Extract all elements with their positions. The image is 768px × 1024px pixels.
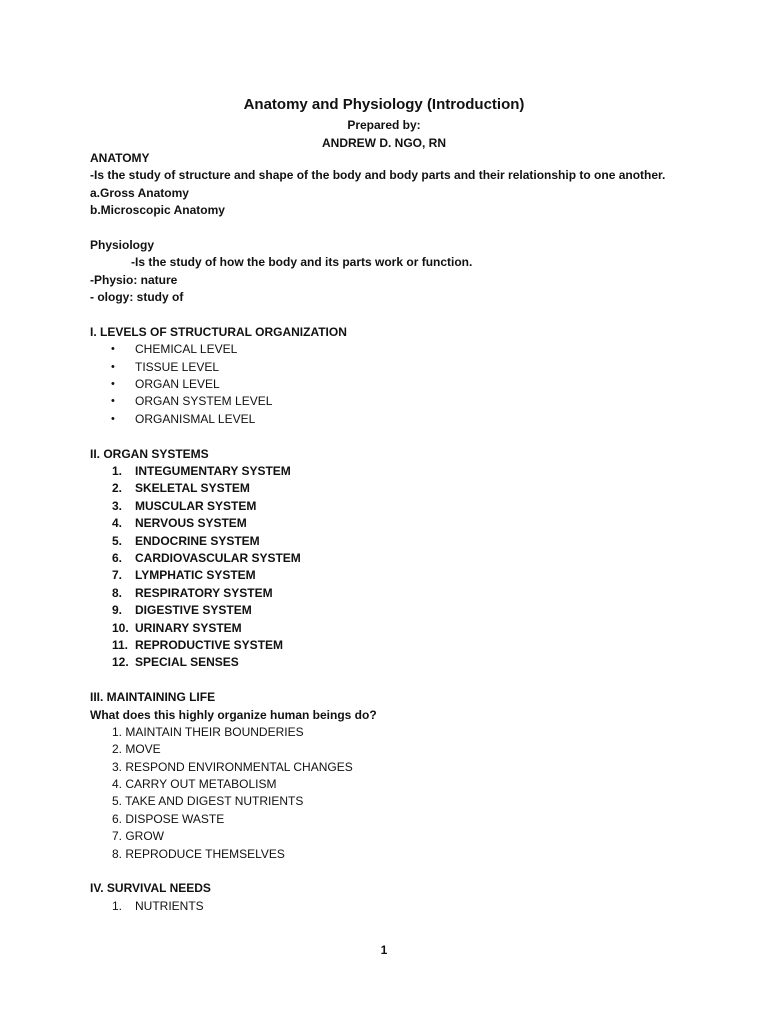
item-number: 8. <box>112 585 123 600</box>
list-item: 1. MAINTAIN THEIR BOUNDERIES <box>112 724 304 739</box>
item-number: 4. <box>112 516 123 531</box>
list-item: 5. TAKE AND DIGEST NUTRIENTS <box>112 794 304 809</box>
organ-system-label: SKELETAL SYSTEM <box>135 481 250 496</box>
anatomy-heading: ANATOMY <box>90 151 150 165</box>
anatomy-definition: -Is the study of structure and shape of the body and body parts and their relationship to one another. <box>90 168 666 183</box>
level-label: ORGAN LEVEL <box>135 377 220 392</box>
list-item <box>90 898 730 915</box>
organ-system-label: CARDIOVASCULAR SYSTEM <box>135 550 301 565</box>
list-item <box>90 637 730 654</box>
list-item: 6. DISPOSE WASTE <box>112 811 225 826</box>
organ-system-label: MUSCULAR SYSTEM <box>135 498 257 513</box>
physiology-definition-line <box>90 254 730 271</box>
organ-systems-heading: II. ORGAN SYSTEMS <box>90 446 209 461</box>
survival-need-label: NUTRIENTS <box>135 898 204 913</box>
list-item <box>90 376 730 393</box>
list-item <box>90 533 730 550</box>
item-number: 9. <box>112 603 123 618</box>
organ-system-label: SPECIAL SENSES <box>135 655 239 670</box>
item-number: 3. <box>112 498 123 513</box>
organ-system-label: RESPIRATORY SYSTEM <box>135 585 273 600</box>
maintaining-life-heading: III. MAINTAINING LIFE <box>90 690 216 705</box>
survival-needs-heading: IV. SURVIVAL NEEDS <box>90 881 211 896</box>
prepared-by-label: Prepared by: <box>347 118 421 132</box>
maintaining-life-question: What does this highly organize human beings do? <box>90 707 377 722</box>
physiology-etymology: - ology: study of <box>90 290 184 305</box>
list-item: 3. RESPOND ENVIRONMENTAL CHANGES <box>112 759 353 774</box>
list-item <box>90 654 730 671</box>
anatomy-type: a.Gross Anatomy <box>90 185 189 200</box>
bullet-icon: • <box>111 395 115 408</box>
list-item: 2. MOVE <box>112 742 161 757</box>
list-item <box>90 411 730 428</box>
level-label: CHEMICAL LEVEL <box>135 342 238 357</box>
list-item <box>90 602 730 619</box>
item-number: 10. <box>112 620 129 635</box>
item-number: 12. <box>112 655 129 670</box>
item-number: 11. <box>112 637 129 652</box>
physiology-heading: Physiology <box>90 237 155 252</box>
organ-system-label: ENDOCRINE SYSTEM <box>135 533 260 548</box>
list-item: 7. GROW <box>112 829 165 844</box>
list-item <box>90 550 730 567</box>
organ-system-label: URINARY SYSTEM <box>135 620 242 635</box>
author-name: ANDREW D. NGO, RN <box>322 136 446 150</box>
list-item <box>90 463 730 480</box>
organ-system-label: LYMPHATIC SYSTEM <box>135 568 256 583</box>
bullet-icon: • <box>111 378 115 391</box>
bullet-icon: • <box>111 360 115 373</box>
levels-heading: I. LEVELS OF STRUCTURAL ORGANIZATION <box>90 324 347 339</box>
item-number: 7. <box>112 568 123 583</box>
page-number: 1 <box>380 943 388 957</box>
document-body <box>90 150 730 915</box>
list-item <box>90 585 730 602</box>
document-title: Anatomy and Physiology (Introduction) <box>243 96 525 113</box>
item-number: 6. <box>112 550 123 565</box>
bullet-icon: • <box>111 412 115 425</box>
item-number: 1. <box>112 898 123 913</box>
organ-system-label: REPRODUCTIVE SYSTEM <box>135 637 284 652</box>
physiology-etymology: -Physio: nature <box>90 272 178 287</box>
item-number: 5. <box>112 533 123 548</box>
list-item <box>90 341 730 358</box>
list-item <box>90 620 730 637</box>
bullet-icon: • <box>111 343 115 356</box>
list-item <box>90 393 730 410</box>
list-item <box>90 567 730 584</box>
organ-system-label: NERVOUS SYSTEM <box>135 516 247 531</box>
list-item <box>90 498 730 515</box>
list-item <box>90 359 730 376</box>
list-item <box>90 515 730 532</box>
organ-system-label: INTEGUMENTARY SYSTEM <box>135 464 291 479</box>
list-item: 8. REPRODUCE THEMSELVES <box>112 846 285 861</box>
organ-system-label: DIGESTIVE SYSTEM <box>135 603 252 618</box>
list-item: 4. CARRY OUT METABOLISM <box>112 777 277 792</box>
level-label: TISSUE LEVEL <box>135 359 220 374</box>
level-label: ORGAN SYSTEM LEVEL <box>135 394 273 409</box>
physiology-definition: Is the study of how the body and its parts work or function. <box>135 255 473 270</box>
list-item <box>90 480 730 497</box>
item-number: 1. <box>112 464 123 479</box>
item-number: 2. <box>112 481 123 496</box>
level-label: ORGANISMAL LEVEL <box>135 411 256 426</box>
anatomy-type: b.Microscopic Anatomy <box>90 203 225 218</box>
dash-marker: - <box>131 255 135 270</box>
